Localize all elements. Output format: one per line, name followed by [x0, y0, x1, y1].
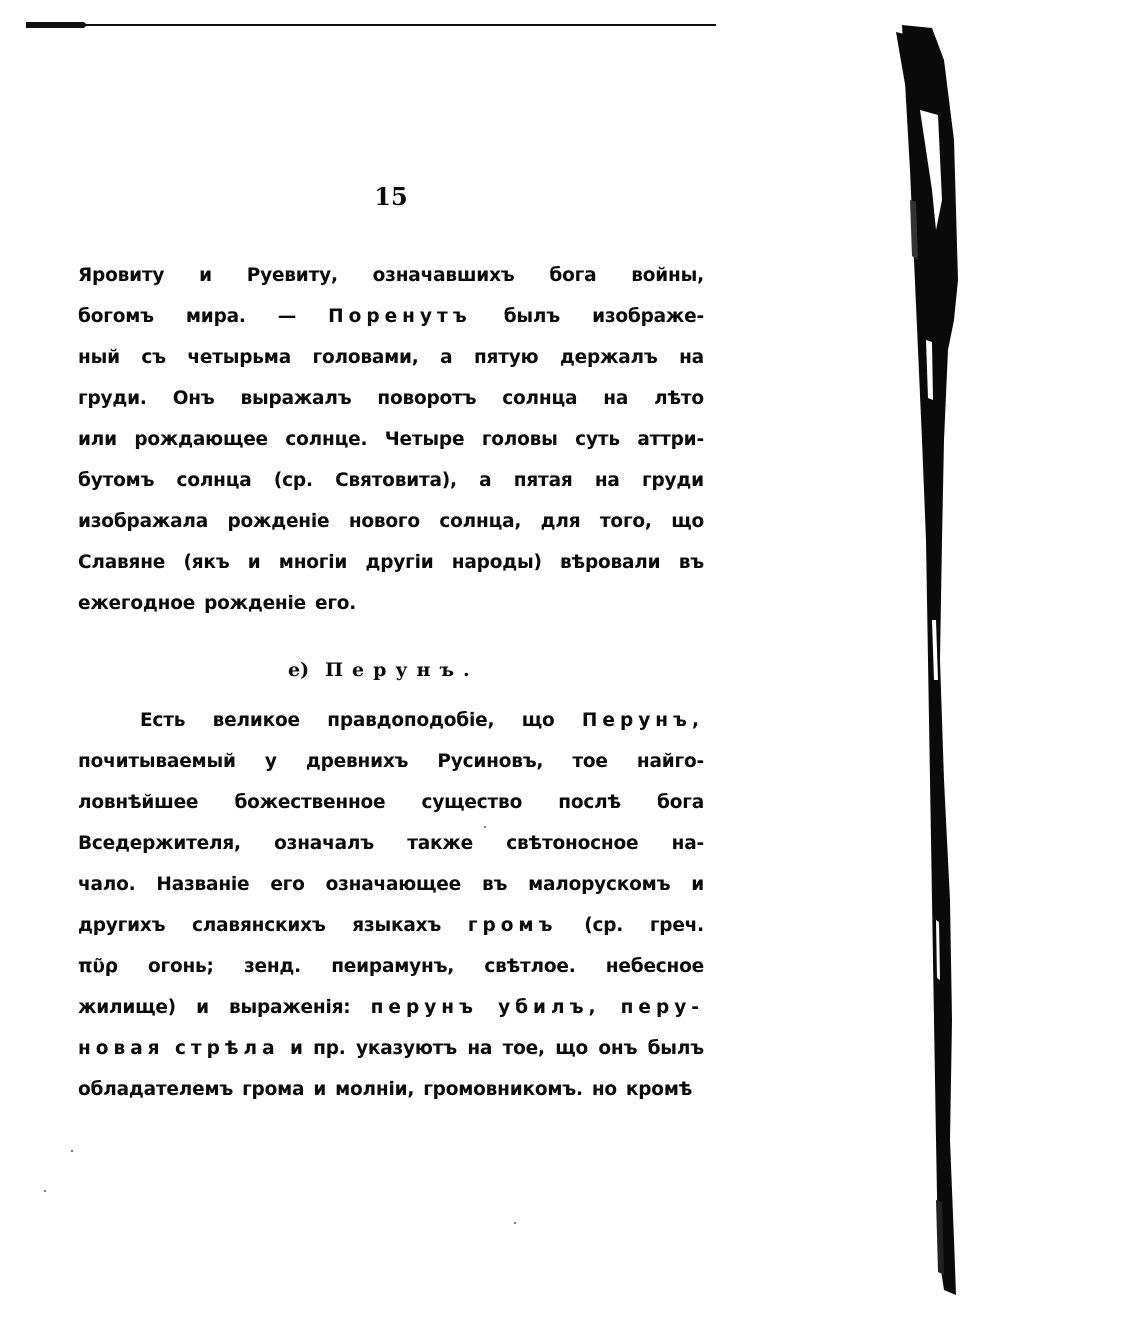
- word: пятая: [513, 470, 573, 491]
- text-line: [78, 296, 704, 337]
- word: огонь;: [147, 956, 214, 977]
- word: груди: [642, 470, 704, 491]
- page-number: 15: [374, 182, 408, 211]
- word: изображала: [78, 511, 208, 532]
- text-line: [78, 255, 704, 296]
- scan-speck: [484, 826, 486, 828]
- word: Названіе: [156, 874, 250, 895]
- word: головами,: [312, 347, 419, 368]
- word: держалъ: [559, 347, 658, 368]
- text-line: [78, 501, 704, 542]
- word: головы: [481, 429, 558, 450]
- word: поворотъ: [377, 388, 477, 409]
- word: (ср.: [584, 915, 624, 936]
- word: тое,: [502, 1038, 545, 1059]
- word: другихъ: [78, 915, 166, 936]
- word: Четыре: [384, 429, 465, 450]
- word: малорускомъ: [528, 874, 671, 895]
- word: громъ: [467, 915, 558, 936]
- scan-speck: [514, 1222, 516, 1224]
- word: πῦρ: [78, 956, 118, 977]
- word: того,: [599, 511, 652, 532]
- section-marker: e): [288, 659, 310, 681]
- word: другіи: [365, 552, 434, 573]
- section-title: Перунъ.: [325, 659, 479, 681]
- text-line: [78, 378, 704, 419]
- text-line: [78, 542, 704, 583]
- word: на-: [671, 833, 704, 854]
- word: ный: [78, 347, 120, 368]
- paragraph-yarovit: [78, 255, 704, 624]
- word: обладателемъ: [78, 1079, 234, 1100]
- word: четырьма: [187, 347, 291, 368]
- word: онъ: [598, 1038, 638, 1059]
- word: его.: [314, 593, 357, 614]
- word: зенд.: [243, 956, 302, 977]
- word: суть: [575, 429, 620, 450]
- word: Онъ: [172, 388, 215, 409]
- word: аттри-: [637, 429, 704, 450]
- word: новая: [78, 1038, 165, 1059]
- text-line: [78, 700, 704, 741]
- word: вѣровали: [560, 552, 661, 573]
- word: солнца: [502, 388, 578, 409]
- word: въ: [678, 552, 704, 573]
- word: изображе-: [592, 306, 704, 327]
- word: жилище): [78, 997, 176, 1018]
- word: пятую: [473, 347, 539, 368]
- word: тое: [572, 751, 608, 772]
- word: Славяне: [78, 552, 166, 573]
- word: Святовита),: [335, 470, 457, 491]
- text-line: [78, 823, 704, 864]
- word: бога: [657, 792, 704, 813]
- word: также: [407, 833, 473, 854]
- word: (ср.: [273, 470, 313, 491]
- word: громовникомъ.: [423, 1079, 583, 1100]
- word: славянскихъ: [192, 915, 326, 936]
- word: и: [196, 997, 209, 1018]
- word: указуютъ: [355, 1038, 457, 1059]
- paragraph-perun: [78, 700, 704, 1110]
- word: для: [540, 511, 581, 532]
- word: на: [594, 470, 620, 491]
- word: рожденіе: [204, 593, 306, 614]
- word: рожденіе: [227, 511, 330, 532]
- word: бога: [549, 265, 597, 286]
- word: почитываемый: [78, 751, 236, 772]
- word: на: [467, 1038, 493, 1059]
- word: рождающее: [134, 429, 268, 450]
- scan-speck: [71, 1150, 73, 1152]
- word: солнца: [176, 470, 252, 491]
- text-line: [78, 864, 704, 905]
- word: а: [479, 470, 492, 491]
- word: свѣтоносное: [506, 833, 639, 854]
- word: пр.: [313, 1038, 346, 1059]
- text-line: [78, 1028, 704, 1069]
- word: а: [440, 347, 453, 368]
- word: Поренутъ: [328, 306, 472, 327]
- word: Яровиту: [78, 265, 165, 286]
- word: чало.: [78, 874, 136, 895]
- word: божественное: [234, 792, 386, 813]
- word: убилъ,: [498, 997, 601, 1018]
- word: съ: [141, 347, 166, 368]
- text-line: [78, 782, 704, 823]
- word: и: [247, 552, 261, 573]
- word: былъ: [647, 1038, 704, 1059]
- word: древнихъ: [305, 751, 409, 772]
- word: но: [591, 1079, 617, 1100]
- word: (якъ: [183, 552, 230, 573]
- word: груди.: [78, 388, 147, 409]
- word: Руевиту,: [246, 265, 338, 286]
- word: солнце.: [285, 429, 368, 450]
- word: на: [679, 347, 704, 368]
- word: перу-: [620, 997, 704, 1018]
- word: языкахъ: [352, 915, 442, 936]
- word: —: [277, 306, 297, 327]
- word: народы): [451, 552, 542, 573]
- word: що: [555, 1038, 588, 1059]
- word: мира.: [185, 306, 246, 327]
- word: войны,: [631, 265, 704, 286]
- section-heading-perun: [288, 652, 528, 688]
- word: лѣто: [654, 388, 704, 409]
- text-line: [78, 946, 704, 987]
- word: богомъ: [78, 306, 154, 327]
- text-line: [78, 905, 704, 946]
- word: означающее: [325, 874, 462, 895]
- text-line: [78, 987, 704, 1028]
- word: на: [603, 388, 629, 409]
- word: въ: [481, 874, 508, 895]
- word: выраженія:: [228, 997, 351, 1018]
- word: многіи: [278, 552, 348, 573]
- word: нового: [348, 511, 420, 532]
- text-line: [78, 460, 704, 501]
- word: ежегодное: [78, 593, 196, 614]
- text-line: [78, 419, 704, 460]
- word: свѣтлое.: [484, 956, 576, 977]
- scan-speck: [44, 1190, 46, 1192]
- word: и: [313, 1079, 327, 1100]
- word: Вседержителя,: [78, 833, 241, 854]
- word: былъ: [503, 306, 560, 327]
- word: выражалъ: [240, 388, 352, 409]
- word: его: [270, 874, 305, 895]
- word: у: [264, 751, 277, 772]
- word: и: [289, 1038, 303, 1059]
- word: и: [691, 874, 704, 895]
- word: означавшихъ: [372, 265, 515, 286]
- word: послѣ: [558, 792, 621, 813]
- text-line: [78, 741, 704, 782]
- text-line: [78, 337, 704, 378]
- word: великое: [212, 710, 300, 731]
- top-rule: [26, 22, 716, 28]
- word: що: [671, 511, 704, 532]
- word: перунъ: [370, 997, 478, 1018]
- word: означалъ: [274, 833, 374, 854]
- word: солнца,: [439, 511, 522, 532]
- word: стрѣла: [174, 1038, 280, 1059]
- word: греч.: [649, 915, 704, 936]
- word: Перунъ,: [581, 710, 704, 731]
- word: или: [78, 429, 117, 450]
- word: бутомъ: [78, 470, 155, 491]
- word: що: [521, 710, 555, 731]
- word: молніи,: [335, 1079, 415, 1100]
- text-line: [78, 583, 704, 624]
- word: существо: [421, 792, 523, 813]
- book-edge-scan-artifact: [892, 20, 992, 1310]
- word: и: [199, 265, 212, 286]
- word: найго-: [636, 751, 704, 772]
- word: грома: [242, 1079, 305, 1100]
- word: кромѣ: [625, 1079, 693, 1100]
- text-line: [78, 1069, 704, 1110]
- word: ловнѣйшее: [78, 792, 199, 813]
- word: небесное: [605, 956, 704, 977]
- word: пеирамунъ,: [331, 956, 455, 977]
- word: Русиновъ,: [437, 751, 544, 772]
- word: Есть: [140, 710, 186, 731]
- word: правдоподобіе,: [327, 710, 495, 731]
